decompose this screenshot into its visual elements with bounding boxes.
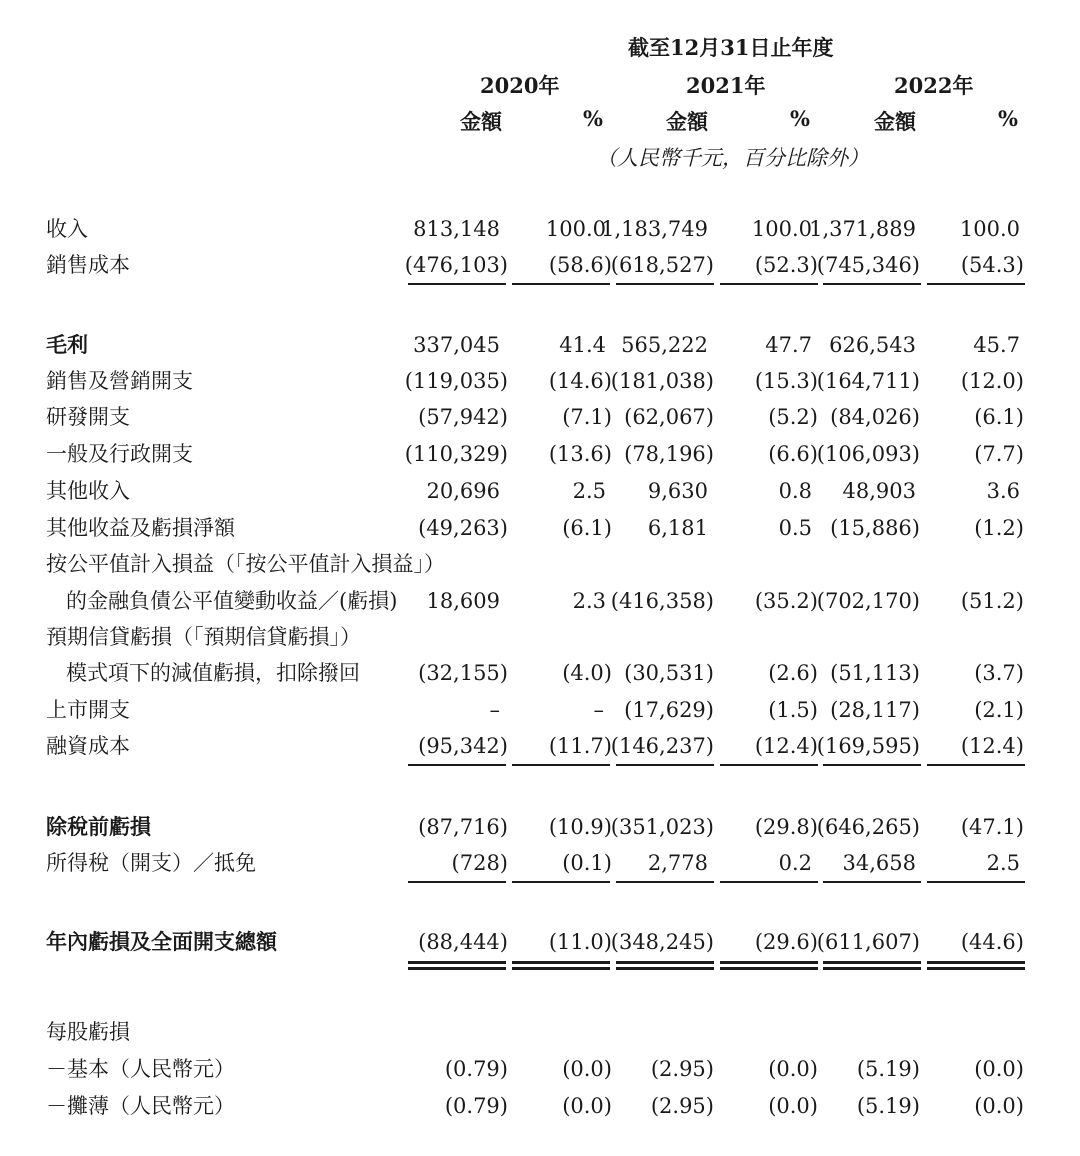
table-row — [0, 399, 1080, 435]
cell-2020-percent: 41.4 — [559, 333, 606, 357]
row-label: 研發開支 — [46, 405, 130, 429]
cell-2021-amount: 2,778 — [647, 851, 708, 875]
cell-2022-percent: 45.7 — [973, 333, 1020, 357]
table-row — [0, 546, 1080, 582]
cell-2021-amount: 1,183,749 — [601, 217, 708, 241]
underline — [823, 881, 921, 883]
underline — [720, 881, 818, 883]
cell-2022-percent: (0.0) — [974, 1057, 1024, 1081]
cell-2022-amount: (84,026) — [830, 405, 920, 429]
year-2022-header: 2022年 — [894, 73, 974, 98]
underline — [408, 283, 506, 285]
cell-2021-percent: (6.6) — [768, 442, 818, 466]
underline — [720, 764, 818, 766]
row-label: 其他收入 — [46, 479, 130, 503]
cell-2020-percent: (0.1) — [562, 851, 612, 875]
cell-2021-amount: (2.95) — [650, 1094, 714, 1118]
underline — [927, 881, 1025, 883]
cell-2020-amount: 20,696 — [426, 479, 500, 503]
row-label: －基本（人民幣元） — [46, 1057, 235, 1081]
table-row — [0, 327, 1080, 363]
table-row — [0, 692, 1080, 728]
double-underline — [408, 967, 506, 970]
amount-header-2020: 金額 — [460, 109, 502, 134]
cell-2021-amount: (416,358) — [610, 589, 714, 613]
cell-2022-percent: (3.7) — [974, 661, 1024, 685]
year-2021-header: 2021年 — [686, 73, 766, 98]
row-label: 的金融負債公平值變動收益／(虧損) — [66, 589, 398, 613]
cell-2022-amount: (15,886) — [830, 516, 920, 540]
cell-2021-percent: (29.8) — [754, 815, 818, 839]
row-label: 銷售及營銷開支 — [46, 369, 193, 393]
underline — [616, 283, 714, 285]
cell-2022-percent: (54.3) — [960, 253, 1024, 277]
table-row — [0, 211, 1080, 247]
cell-2021-percent: (2.6) — [768, 661, 818, 685]
cell-2022-amount: (5.19) — [856, 1094, 920, 1118]
table-row — [0, 619, 1080, 655]
cell-2021-percent: (0.0) — [768, 1057, 818, 1081]
table-row — [0, 728, 1080, 764]
cell-2021-percent: (52.3) — [754, 253, 818, 277]
cell-2020-amount: (476,103) — [404, 253, 508, 277]
cell-2022-amount: 48,903 — [842, 479, 916, 503]
underline — [823, 764, 921, 766]
cell-2021-percent: (29.6) — [754, 930, 818, 954]
cell-2021-amount: (181,038) — [610, 369, 714, 393]
table-row — [0, 363, 1080, 399]
cell-2020-amount: (49,263) — [418, 516, 508, 540]
cell-2022-amount: (646,265) — [816, 815, 920, 839]
cell-2021-amount: (348,245) — [610, 930, 714, 954]
cell-2021-percent: 0.8 — [778, 479, 812, 503]
cell-2021-percent: (0.0) — [768, 1094, 818, 1118]
cell-2020-percent: 100.0 — [545, 217, 606, 241]
cell-2020-percent: (11.0) — [548, 930, 612, 954]
cell-2021-percent: (12.4) — [754, 734, 818, 758]
cell-2022-percent: (44.6) — [960, 930, 1024, 954]
table-row — [0, 1051, 1080, 1087]
cell-2021-amount: (618,527) — [610, 253, 714, 277]
table-row — [0, 809, 1080, 845]
table-row — [0, 583, 1080, 619]
percent-header-2021: % — [790, 106, 810, 131]
double-underline — [616, 961, 714, 964]
row-label: 上市開支 — [46, 698, 130, 722]
cell-2020-amount: (0.79) — [444, 1057, 508, 1081]
cell-2022-percent: (51.2) — [960, 589, 1024, 613]
cell-2020-percent: (6.1) — [562, 516, 612, 540]
cell-2020-amount: (88,444) — [418, 930, 508, 954]
row-label: 除稅前虧損 — [46, 814, 151, 839]
underline — [823, 283, 921, 285]
cell-2021-amount: (351,023) — [610, 815, 714, 839]
cell-2021-amount: (2.95) — [650, 1057, 714, 1081]
cell-2021-amount: (78,196) — [624, 442, 714, 466]
row-label: 融資成本 — [46, 734, 130, 758]
cell-2021-amount: 6,181 — [647, 516, 708, 540]
cell-2022-percent: (12.0) — [960, 369, 1024, 393]
cell-2022-amount: (5.19) — [856, 1057, 920, 1081]
cell-2020-percent: (10.9) — [548, 815, 612, 839]
table-row — [0, 1014, 1080, 1050]
cell-2021-percent: (35.2) — [754, 589, 818, 613]
cell-2022-percent: (0.0) — [974, 1094, 1024, 1118]
cell-2022-percent: (7.7) — [974, 442, 1024, 466]
cell-2020-amount: (0.79) — [444, 1094, 508, 1118]
table-row — [0, 845, 1080, 881]
cell-2022-amount: 1,371,889 — [809, 217, 916, 241]
percent-header-2022: % — [998, 106, 1018, 131]
underline — [927, 764, 1025, 766]
underline — [512, 764, 610, 766]
cell-2020-percent: (0.0) — [562, 1094, 612, 1118]
table-row — [0, 924, 1080, 960]
cell-2020-amount: (728) — [451, 851, 508, 875]
row-label: 模式項下的減值虧損，扣除撥回 — [66, 661, 360, 685]
cell-2020-percent: (0.0) — [562, 1057, 612, 1081]
cell-2020-percent: (7.1) — [562, 405, 612, 429]
cell-2020-percent: (58.6) — [548, 253, 612, 277]
cell-2022-percent: (2.1) — [974, 698, 1024, 722]
cell-2021-amount: (17,629) — [624, 698, 714, 722]
double-underline — [823, 961, 921, 964]
percent-header-2020: % — [583, 106, 603, 131]
underline — [927, 283, 1025, 285]
double-underline — [616, 967, 714, 970]
double-underline — [408, 961, 506, 964]
year-2020-header: 2020年 — [480, 73, 560, 98]
row-label: －攤薄（人民幣元） — [46, 1094, 235, 1118]
underline — [720, 283, 818, 285]
row-label: 按公平值計入損益（「按公平值計入損益」） — [46, 552, 445, 576]
cell-2020-amount: (95,342) — [418, 734, 508, 758]
cell-2021-percent: (5.2) — [768, 405, 818, 429]
cell-2021-amount: (62,067) — [624, 405, 714, 429]
table-row — [0, 247, 1080, 283]
double-underline — [512, 967, 610, 970]
double-underline — [720, 967, 818, 970]
row-label: 毛利 — [46, 332, 88, 357]
row-label: 預期信貸虧損（「預期信貸虧損」） — [46, 625, 361, 649]
unit-note: （人民幣千元，百分比除外） — [596, 146, 869, 170]
double-underline — [512, 961, 610, 964]
cell-2021-amount: 565,222 — [621, 333, 708, 357]
period-header: 截至12月31日止年度 — [628, 35, 834, 60]
row-label: 一般及行政開支 — [46, 442, 193, 466]
cell-2021-percent: 100.0 — [751, 217, 812, 241]
cell-2020-amount: (87,716) — [418, 815, 508, 839]
cell-2022-percent: (6.1) — [974, 405, 1024, 429]
cell-2021-percent: 0.2 — [778, 851, 812, 875]
cell-2022-percent: 3.6 — [986, 479, 1020, 503]
double-underline — [720, 961, 818, 964]
cell-2020-percent: 2.5 — [572, 479, 606, 503]
amount-header-2022: 金額 — [874, 109, 916, 134]
cell-2021-percent: (15.3) — [754, 369, 818, 393]
cell-2021-amount: (30,531) — [624, 661, 714, 685]
underline — [408, 764, 506, 766]
row-label: 每股虧損 — [46, 1020, 130, 1044]
cell-2022-amount: (611,607) — [816, 930, 920, 954]
cell-2020-amount: (110,329) — [404, 442, 508, 466]
double-underline — [823, 967, 921, 970]
table-row — [0, 473, 1080, 509]
underline — [616, 881, 714, 883]
cell-2020-percent: – — [593, 698, 604, 722]
row-label: 收入 — [46, 217, 88, 241]
cell-2022-amount: (702,170) — [816, 589, 920, 613]
underline — [512, 881, 610, 883]
table-row — [0, 436, 1080, 472]
underline — [408, 881, 506, 883]
row-label: 其他收益及虧損淨額 — [46, 516, 235, 540]
cell-2021-percent: 0.5 — [778, 516, 812, 540]
cell-2022-percent: (47.1) — [960, 815, 1024, 839]
cell-2020-percent: 2.3 — [572, 589, 606, 613]
cell-2022-amount: 626,543 — [829, 333, 916, 357]
underline — [512, 283, 610, 285]
cell-2022-percent: 2.5 — [986, 851, 1020, 875]
cell-2021-percent: (1.5) — [768, 698, 818, 722]
cell-2020-amount: (119,035) — [404, 369, 508, 393]
double-underline — [927, 967, 1025, 970]
cell-2020-percent: (11.7) — [548, 734, 612, 758]
cell-2021-amount: 9,630 — [647, 479, 708, 503]
row-label: 年內虧損及全面開支總額 — [46, 929, 277, 954]
amount-header-2021: 金額 — [666, 109, 708, 134]
cell-2020-amount: 813,148 — [413, 217, 500, 241]
cell-2020-amount: 337,045 — [413, 333, 500, 357]
cell-2022-amount: (51,113) — [830, 661, 920, 685]
cell-2022-amount: 34,658 — [842, 851, 916, 875]
table-row — [0, 655, 1080, 691]
cell-2022-percent: (1.2) — [974, 516, 1024, 540]
cell-2022-percent: (12.4) — [960, 734, 1024, 758]
cell-2022-amount: (745,346) — [816, 253, 920, 277]
double-underline — [927, 961, 1025, 964]
cell-2020-amount: 18,609 — [426, 589, 500, 613]
cell-2022-amount: (169,595) — [816, 734, 920, 758]
row-label: 銷售成本 — [46, 253, 130, 277]
cell-2021-amount: (146,237) — [610, 734, 714, 758]
cell-2022-amount: (106,093) — [816, 442, 920, 466]
underline — [616, 764, 714, 766]
cell-2022-percent: 100.0 — [959, 217, 1020, 241]
cell-2020-percent: (13.6) — [548, 442, 612, 466]
cell-2020-amount: (57,942) — [418, 405, 508, 429]
cell-2020-percent: (14.6) — [548, 369, 612, 393]
cell-2021-percent: 47.7 — [765, 333, 812, 357]
table-row — [0, 510, 1080, 546]
cell-2022-amount: (164,711) — [816, 369, 920, 393]
cell-2020-amount: (32,155) — [418, 661, 508, 685]
cell-2020-percent: (4.0) — [562, 661, 612, 685]
cell-2020-amount: – — [489, 698, 500, 722]
cell-2022-amount: (28,117) — [830, 698, 920, 722]
table-row — [0, 1088, 1080, 1124]
row-label: 所得稅（開支）／抵免 — [46, 851, 256, 875]
